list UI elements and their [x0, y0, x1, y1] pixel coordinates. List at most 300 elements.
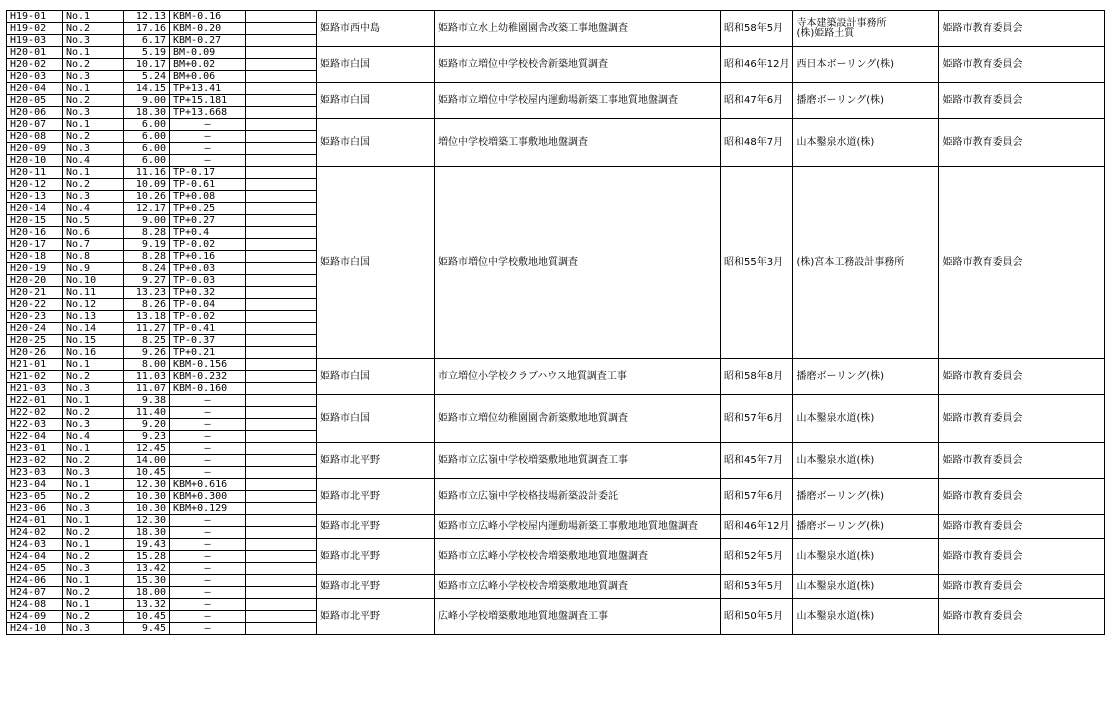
- point-no-cell: No.3: [63, 71, 124, 83]
- survey-date-cell: 昭和45年7月: [721, 443, 793, 479]
- blank-cell: [246, 23, 317, 35]
- blank-cell: [246, 551, 317, 563]
- boring-id-cell: H24-10: [7, 623, 63, 635]
- survey-date-cell: 昭和50年5月: [721, 599, 793, 635]
- blank-cell: [246, 611, 317, 623]
- contractor-cell: 播磨ボーリング(株): [793, 515, 939, 539]
- point-no-cell: No.4: [63, 431, 124, 443]
- survey-name-cell: 市立増位小学校クラブハウス地質調査工事: [435, 359, 721, 395]
- survey-date-cell: 昭和48年7月: [721, 119, 793, 167]
- blank-cell: [246, 287, 317, 299]
- client-cell: 姫路市教育委員会: [939, 11, 1105, 47]
- blank-cell: [246, 131, 317, 143]
- benchmark-cell: KBM-0.232: [170, 371, 246, 383]
- benchmark-cell: TP+0.27: [170, 215, 246, 227]
- benchmark-cell: KBM+0.616: [170, 479, 246, 491]
- client-cell: 姫路市教育委員会: [939, 359, 1105, 395]
- elevation-cell: 6.17: [124, 35, 170, 47]
- elevation-cell: 8.00: [124, 359, 170, 371]
- benchmark-cell: BM+0.02: [170, 59, 246, 71]
- boring-id-cell: H19-03: [7, 35, 63, 47]
- benchmark-cell: TP+13.41: [170, 83, 246, 95]
- contractor-cell: 播磨ボーリング(株): [793, 479, 939, 515]
- elevation-cell: 11.03: [124, 371, 170, 383]
- table-row: [7, 83, 1105, 95]
- benchmark-cell: KBM-0.156: [170, 359, 246, 371]
- elevation-cell: 11.27: [124, 323, 170, 335]
- boring-id-cell: H20-16: [7, 227, 63, 239]
- benchmark-cell: —: [170, 539, 246, 551]
- blank-cell: [246, 119, 317, 131]
- boring-id-cell: H20-01: [7, 47, 63, 59]
- client-cell: 姫路市教育委員会: [939, 395, 1105, 443]
- benchmark-cell: —: [170, 407, 246, 419]
- elevation-cell: 9.00: [124, 215, 170, 227]
- elevation-cell: 14.00: [124, 455, 170, 467]
- elevation-cell: 10.30: [124, 503, 170, 515]
- boring-id-cell: H20-24: [7, 323, 63, 335]
- client-cell: 姫路市教育委員会: [939, 599, 1105, 635]
- benchmark-cell: TP-0.02: [170, 239, 246, 251]
- boring-id-cell: H23-06: [7, 503, 63, 515]
- blank-cell: [246, 107, 317, 119]
- benchmark-cell: TP+13.668: [170, 107, 246, 119]
- boring-id-cell: H20-06: [7, 107, 63, 119]
- table-row: [7, 47, 1105, 59]
- boring-id-cell: H24-03: [7, 539, 63, 551]
- elevation-cell: 6.00: [124, 131, 170, 143]
- elevation-cell: 10.17: [124, 59, 170, 71]
- elevation-cell: 9.27: [124, 275, 170, 287]
- table-row: [7, 11, 1105, 23]
- boring-id-cell: H23-01: [7, 443, 63, 455]
- boring-id-cell: H20-17: [7, 239, 63, 251]
- contractor-cell: 寺本建築設計事務所 (株)姫路土質: [793, 11, 939, 47]
- blank-cell: [246, 167, 317, 179]
- point-no-cell: No.2: [63, 491, 124, 503]
- survey-register-sheet: [6, 10, 1105, 635]
- benchmark-cell: —: [170, 131, 246, 143]
- point-no-cell: No.3: [63, 35, 124, 47]
- boring-id-cell: H20-23: [7, 311, 63, 323]
- elevation-cell: 9.00: [124, 95, 170, 107]
- elevation-cell: 15.30: [124, 575, 170, 587]
- elevation-cell: 17.16: [124, 23, 170, 35]
- point-no-cell: No.8: [63, 251, 124, 263]
- location-cell: 姫路市北平野: [317, 599, 435, 635]
- benchmark-cell: KBM-0.16: [170, 11, 246, 23]
- table-body: [7, 11, 1105, 635]
- blank-cell: [246, 395, 317, 407]
- point-no-cell: No.1: [63, 599, 124, 611]
- blank-cell: [246, 155, 317, 167]
- location-cell: 姫路市北平野: [317, 575, 435, 599]
- blank-cell: [246, 431, 317, 443]
- survey-name-cell: 姫路市増位中学校敷地地質調査: [435, 167, 721, 359]
- elevation-cell: 10.09: [124, 179, 170, 191]
- survey-date-cell: 昭和57年6月: [721, 479, 793, 515]
- benchmark-cell: TP-0.02: [170, 311, 246, 323]
- client-cell: 姫路市教育委員会: [939, 47, 1105, 83]
- boring-id-cell: H24-09: [7, 611, 63, 623]
- point-no-cell: No.3: [63, 563, 124, 575]
- client-cell: 姫路市教育委員会: [939, 479, 1105, 515]
- point-no-cell: No.3: [63, 623, 124, 635]
- point-no-cell: No.2: [63, 611, 124, 623]
- boring-id-cell: H23-02: [7, 455, 63, 467]
- point-no-cell: No.1: [63, 83, 124, 95]
- contractor-cell: 山本鑿泉水道(株): [793, 599, 939, 635]
- blank-cell: [246, 299, 317, 311]
- blank-cell: [246, 599, 317, 611]
- table-row: [7, 515, 1105, 527]
- benchmark-cell: TP+0.16: [170, 251, 246, 263]
- survey-name-cell: 姫路市立広嶺中学校増築敷地地質調査工事: [435, 443, 721, 479]
- benchmark-cell: —: [170, 419, 246, 431]
- benchmark-cell: TP-0.03: [170, 275, 246, 287]
- survey-name-cell: 姫路市立広峰小学校校舎増築敷地地質地盤調査: [435, 539, 721, 575]
- contractor-cell: 山本鑿泉水道(株): [793, 443, 939, 479]
- boring-id-cell: H24-04: [7, 551, 63, 563]
- point-no-cell: No.2: [63, 455, 124, 467]
- blank-cell: [246, 503, 317, 515]
- blank-cell: [246, 179, 317, 191]
- boring-id-cell: H20-05: [7, 95, 63, 107]
- boring-id-cell: H22-01: [7, 395, 63, 407]
- benchmark-cell: —: [170, 155, 246, 167]
- blank-cell: [246, 35, 317, 47]
- boring-id-cell: H21-03: [7, 383, 63, 395]
- survey-date-cell: 昭和52年5月: [721, 539, 793, 575]
- blank-cell: [246, 335, 317, 347]
- point-no-cell: No.2: [63, 371, 124, 383]
- survey-date-cell: 昭和58年8月: [721, 359, 793, 395]
- elevation-cell: 5.19: [124, 47, 170, 59]
- point-no-cell: No.6: [63, 227, 124, 239]
- blank-cell: [246, 359, 317, 371]
- boring-id-cell: H20-20: [7, 275, 63, 287]
- boring-id-cell: H20-13: [7, 191, 63, 203]
- boring-id-cell: H20-22: [7, 299, 63, 311]
- location-cell: 姫路市白国: [317, 83, 435, 119]
- elevation-cell: 9.26: [124, 347, 170, 359]
- survey-name-cell: 姫路市立増位幼稚園園舎新築敷地地質調査: [435, 395, 721, 443]
- benchmark-cell: TP+0.08: [170, 191, 246, 203]
- table-row: [7, 599, 1105, 611]
- boring-id-cell: H24-05: [7, 563, 63, 575]
- boring-id-cell: H22-04: [7, 431, 63, 443]
- elevation-cell: 10.45: [124, 611, 170, 623]
- location-cell: 姫路市白国: [317, 119, 435, 167]
- benchmark-cell: —: [170, 563, 246, 575]
- boring-id-cell: H20-14: [7, 203, 63, 215]
- blank-cell: [246, 443, 317, 455]
- survey-date-cell: 昭和58年5月: [721, 11, 793, 47]
- client-cell: 姫路市教育委員会: [939, 575, 1105, 599]
- blank-cell: [246, 11, 317, 23]
- survey-name-cell: 姫路市立広峰小学校屋内運動場新築工事敷地地質地盤調査: [435, 515, 721, 539]
- location-cell: 姫路市北平野: [317, 515, 435, 539]
- elevation-cell: 14.15: [124, 83, 170, 95]
- client-cell: 姫路市教育委員会: [939, 443, 1105, 479]
- elevation-cell: 9.45: [124, 623, 170, 635]
- survey-name-cell: 姫路市立水上幼稚園園舎改築工事地盤調査: [435, 11, 721, 47]
- location-cell: 姫路市白国: [317, 47, 435, 83]
- elevation-cell: 9.23: [124, 431, 170, 443]
- point-no-cell: No.2: [63, 95, 124, 107]
- boring-id-cell: H24-07: [7, 587, 63, 599]
- boring-id-cell: H20-26: [7, 347, 63, 359]
- elevation-cell: 6.00: [124, 155, 170, 167]
- client-cell: 姫路市教育委員会: [939, 167, 1105, 359]
- location-cell: 姫路市白国: [317, 167, 435, 359]
- elevation-cell: 6.00: [124, 143, 170, 155]
- blank-cell: [246, 59, 317, 71]
- boring-id-cell: H20-19: [7, 263, 63, 275]
- blank-cell: [246, 311, 317, 323]
- elevation-cell: 12.17: [124, 203, 170, 215]
- benchmark-cell: —: [170, 119, 246, 131]
- blank-cell: [246, 203, 317, 215]
- contractor-cell: 山本鑿泉水道(株): [793, 539, 939, 575]
- blank-cell: [246, 47, 317, 59]
- elevation-cell: 8.24: [124, 263, 170, 275]
- elevation-cell: 10.26: [124, 191, 170, 203]
- benchmark-cell: TP+0.4: [170, 227, 246, 239]
- boring-id-cell: H20-09: [7, 143, 63, 155]
- location-cell: 姫路市北平野: [317, 539, 435, 575]
- elevation-cell: 18.00: [124, 587, 170, 599]
- boring-id-cell: H21-01: [7, 359, 63, 371]
- point-no-cell: No.9: [63, 263, 124, 275]
- blank-cell: [246, 371, 317, 383]
- point-no-cell: No.1: [63, 575, 124, 587]
- point-no-cell: No.3: [63, 503, 124, 515]
- survey-date-cell: 昭和55年3月: [721, 167, 793, 359]
- point-no-cell: No.1: [63, 47, 124, 59]
- benchmark-cell: TP+0.21: [170, 347, 246, 359]
- benchmark-cell: KBM-0.160: [170, 383, 246, 395]
- table-row: [7, 395, 1105, 407]
- elevation-cell: 11.16: [124, 167, 170, 179]
- boring-id-cell: H21-02: [7, 371, 63, 383]
- table-row: [7, 119, 1105, 131]
- blank-cell: [246, 251, 317, 263]
- benchmark-cell: —: [170, 623, 246, 635]
- location-cell: 姫路市北平野: [317, 479, 435, 515]
- point-no-cell: No.12: [63, 299, 124, 311]
- point-no-cell: No.2: [63, 587, 124, 599]
- elevation-cell: 11.07: [124, 383, 170, 395]
- boring-id-cell: H23-03: [7, 467, 63, 479]
- table-row: [7, 443, 1105, 455]
- point-no-cell: No.1: [63, 359, 124, 371]
- point-no-cell: No.1: [63, 515, 124, 527]
- boring-id-cell: H20-10: [7, 155, 63, 167]
- point-no-cell: No.4: [63, 203, 124, 215]
- elevation-cell: 13.23: [124, 287, 170, 299]
- survey-date-cell: 昭和47年6月: [721, 83, 793, 119]
- client-cell: 姫路市教育委員会: [939, 83, 1105, 119]
- contractor-cell: (株)宮本工務設計事務所: [793, 167, 939, 359]
- contractor-cell: 山本鑿泉水道(株): [793, 575, 939, 599]
- point-no-cell: No.1: [63, 395, 124, 407]
- point-no-cell: No.3: [63, 143, 124, 155]
- point-no-cell: No.1: [63, 167, 124, 179]
- contractor-cell: 播磨ボーリング(株): [793, 359, 939, 395]
- benchmark-cell: —: [170, 143, 246, 155]
- benchmark-cell: BM+0.06: [170, 71, 246, 83]
- elevation-cell: 11.40: [124, 407, 170, 419]
- boring-id-cell: H22-03: [7, 419, 63, 431]
- point-no-cell: No.2: [63, 179, 124, 191]
- table-row: [7, 539, 1105, 551]
- boring-id-cell: H20-11: [7, 167, 63, 179]
- survey-name-cell: 広峰小学校増築敷地地質地盤調査工事: [435, 599, 721, 635]
- benchmark-cell: —: [170, 527, 246, 539]
- benchmark-cell: —: [170, 599, 246, 611]
- benchmark-cell: —: [170, 455, 246, 467]
- benchmark-cell: —: [170, 611, 246, 623]
- boring-id-cell: H24-01: [7, 515, 63, 527]
- location-cell: 姫路市西中島: [317, 11, 435, 47]
- benchmark-cell: TP+0.03: [170, 263, 246, 275]
- table-row: [7, 167, 1105, 179]
- contractor-cell: 山本鑿泉水道(株): [793, 119, 939, 167]
- benchmark-cell: TP-0.17: [170, 167, 246, 179]
- contractor-cell: 西日本ボーリング(株): [793, 47, 939, 83]
- boring-log-table: [6, 10, 1105, 635]
- benchmark-cell: —: [170, 443, 246, 455]
- blank-cell: [246, 83, 317, 95]
- benchmark-cell: —: [170, 551, 246, 563]
- benchmark-cell: TP-0.37: [170, 335, 246, 347]
- elevation-cell: 9.19: [124, 239, 170, 251]
- point-no-cell: No.1: [63, 479, 124, 491]
- blank-cell: [246, 95, 317, 107]
- benchmark-cell: KBM+0.300: [170, 491, 246, 503]
- benchmark-cell: KBM-0.27: [170, 35, 246, 47]
- point-no-cell: No.10: [63, 275, 124, 287]
- boring-id-cell: H19-01: [7, 11, 63, 23]
- point-no-cell: No.2: [63, 131, 124, 143]
- point-no-cell: No.2: [63, 527, 124, 539]
- elevation-cell: 13.32: [124, 599, 170, 611]
- benchmark-cell: —: [170, 587, 246, 599]
- blank-cell: [246, 275, 317, 287]
- point-no-cell: No.2: [63, 407, 124, 419]
- survey-date-cell: 昭和46年12月: [721, 47, 793, 83]
- boring-id-cell: H24-06: [7, 575, 63, 587]
- point-no-cell: No.3: [63, 467, 124, 479]
- point-no-cell: No.2: [63, 23, 124, 35]
- elevation-cell: 13.18: [124, 311, 170, 323]
- blank-cell: [246, 383, 317, 395]
- blank-cell: [246, 143, 317, 155]
- client-cell: 姫路市教育委員会: [939, 515, 1105, 539]
- boring-id-cell: H22-02: [7, 407, 63, 419]
- blank-cell: [246, 215, 317, 227]
- blank-cell: [246, 407, 317, 419]
- elevation-cell: 12.30: [124, 515, 170, 527]
- blank-cell: [246, 575, 317, 587]
- table-row: [7, 479, 1105, 491]
- client-cell: 姫路市教育委員会: [939, 539, 1105, 575]
- boring-id-cell: H24-08: [7, 599, 63, 611]
- contractor-cell: 山本鑿泉水道(株): [793, 395, 939, 443]
- benchmark-cell: TP-0.04: [170, 299, 246, 311]
- elevation-cell: 13.42: [124, 563, 170, 575]
- boring-id-cell: H19-02: [7, 23, 63, 35]
- point-no-cell: No.14: [63, 323, 124, 335]
- benchmark-cell: TP+0.25: [170, 203, 246, 215]
- survey-date-cell: 昭和46年12月: [721, 515, 793, 539]
- survey-name-cell: 姫路市立増位中学校校舎新築地質調査: [435, 47, 721, 83]
- elevation-cell: 10.45: [124, 467, 170, 479]
- boring-id-cell: H20-15: [7, 215, 63, 227]
- table-row: [7, 575, 1105, 587]
- blank-cell: [246, 491, 317, 503]
- blank-cell: [246, 479, 317, 491]
- blank-cell: [246, 227, 317, 239]
- boring-id-cell: H20-08: [7, 131, 63, 143]
- blank-cell: [246, 71, 317, 83]
- point-no-cell: No.4: [63, 155, 124, 167]
- point-no-cell: No.11: [63, 287, 124, 299]
- blank-cell: [246, 587, 317, 599]
- blank-cell: [246, 515, 317, 527]
- blank-cell: [246, 323, 317, 335]
- survey-name-cell: 姫路市立増位中学校屋内運動場新築工事地質地盤調査: [435, 83, 721, 119]
- elevation-cell: 12.30: [124, 479, 170, 491]
- blank-cell: [246, 239, 317, 251]
- boring-id-cell: H24-02: [7, 527, 63, 539]
- elevation-cell: 18.30: [124, 527, 170, 539]
- elevation-cell: 8.26: [124, 299, 170, 311]
- elevation-cell: 10.30: [124, 491, 170, 503]
- location-cell: 姫路市北平野: [317, 443, 435, 479]
- blank-cell: [246, 539, 317, 551]
- boring-id-cell: H20-03: [7, 71, 63, 83]
- blank-cell: [246, 455, 317, 467]
- boring-id-cell: H20-04: [7, 83, 63, 95]
- point-no-cell: No.2: [63, 551, 124, 563]
- point-no-cell: No.3: [63, 419, 124, 431]
- elevation-cell: 8.28: [124, 227, 170, 239]
- elevation-cell: 9.38: [124, 395, 170, 407]
- benchmark-cell: TP+15.181: [170, 95, 246, 107]
- point-no-cell: No.1: [63, 539, 124, 551]
- location-cell: 姫路市白国: [317, 395, 435, 443]
- point-no-cell: No.2: [63, 59, 124, 71]
- survey-name-cell: 姫路市立広峰小学校校舎増築敷地地質調査: [435, 575, 721, 599]
- elevation-cell: 5.24: [124, 71, 170, 83]
- elevation-cell: 9.20: [124, 419, 170, 431]
- point-no-cell: No.1: [63, 11, 124, 23]
- point-no-cell: No.3: [63, 107, 124, 119]
- survey-name-cell: 姫路市立広嶺中学校格技場新築設計委託: [435, 479, 721, 515]
- blank-cell: [246, 563, 317, 575]
- boring-id-cell: H20-07: [7, 119, 63, 131]
- benchmark-cell: —: [170, 575, 246, 587]
- point-no-cell: No.3: [63, 383, 124, 395]
- benchmark-cell: KBM-0.20: [170, 23, 246, 35]
- elevation-cell: 12.45: [124, 443, 170, 455]
- blank-cell: [246, 263, 317, 275]
- benchmark-cell: —: [170, 467, 246, 479]
- point-no-cell: No.16: [63, 347, 124, 359]
- survey-date-cell: 昭和57年6月: [721, 395, 793, 443]
